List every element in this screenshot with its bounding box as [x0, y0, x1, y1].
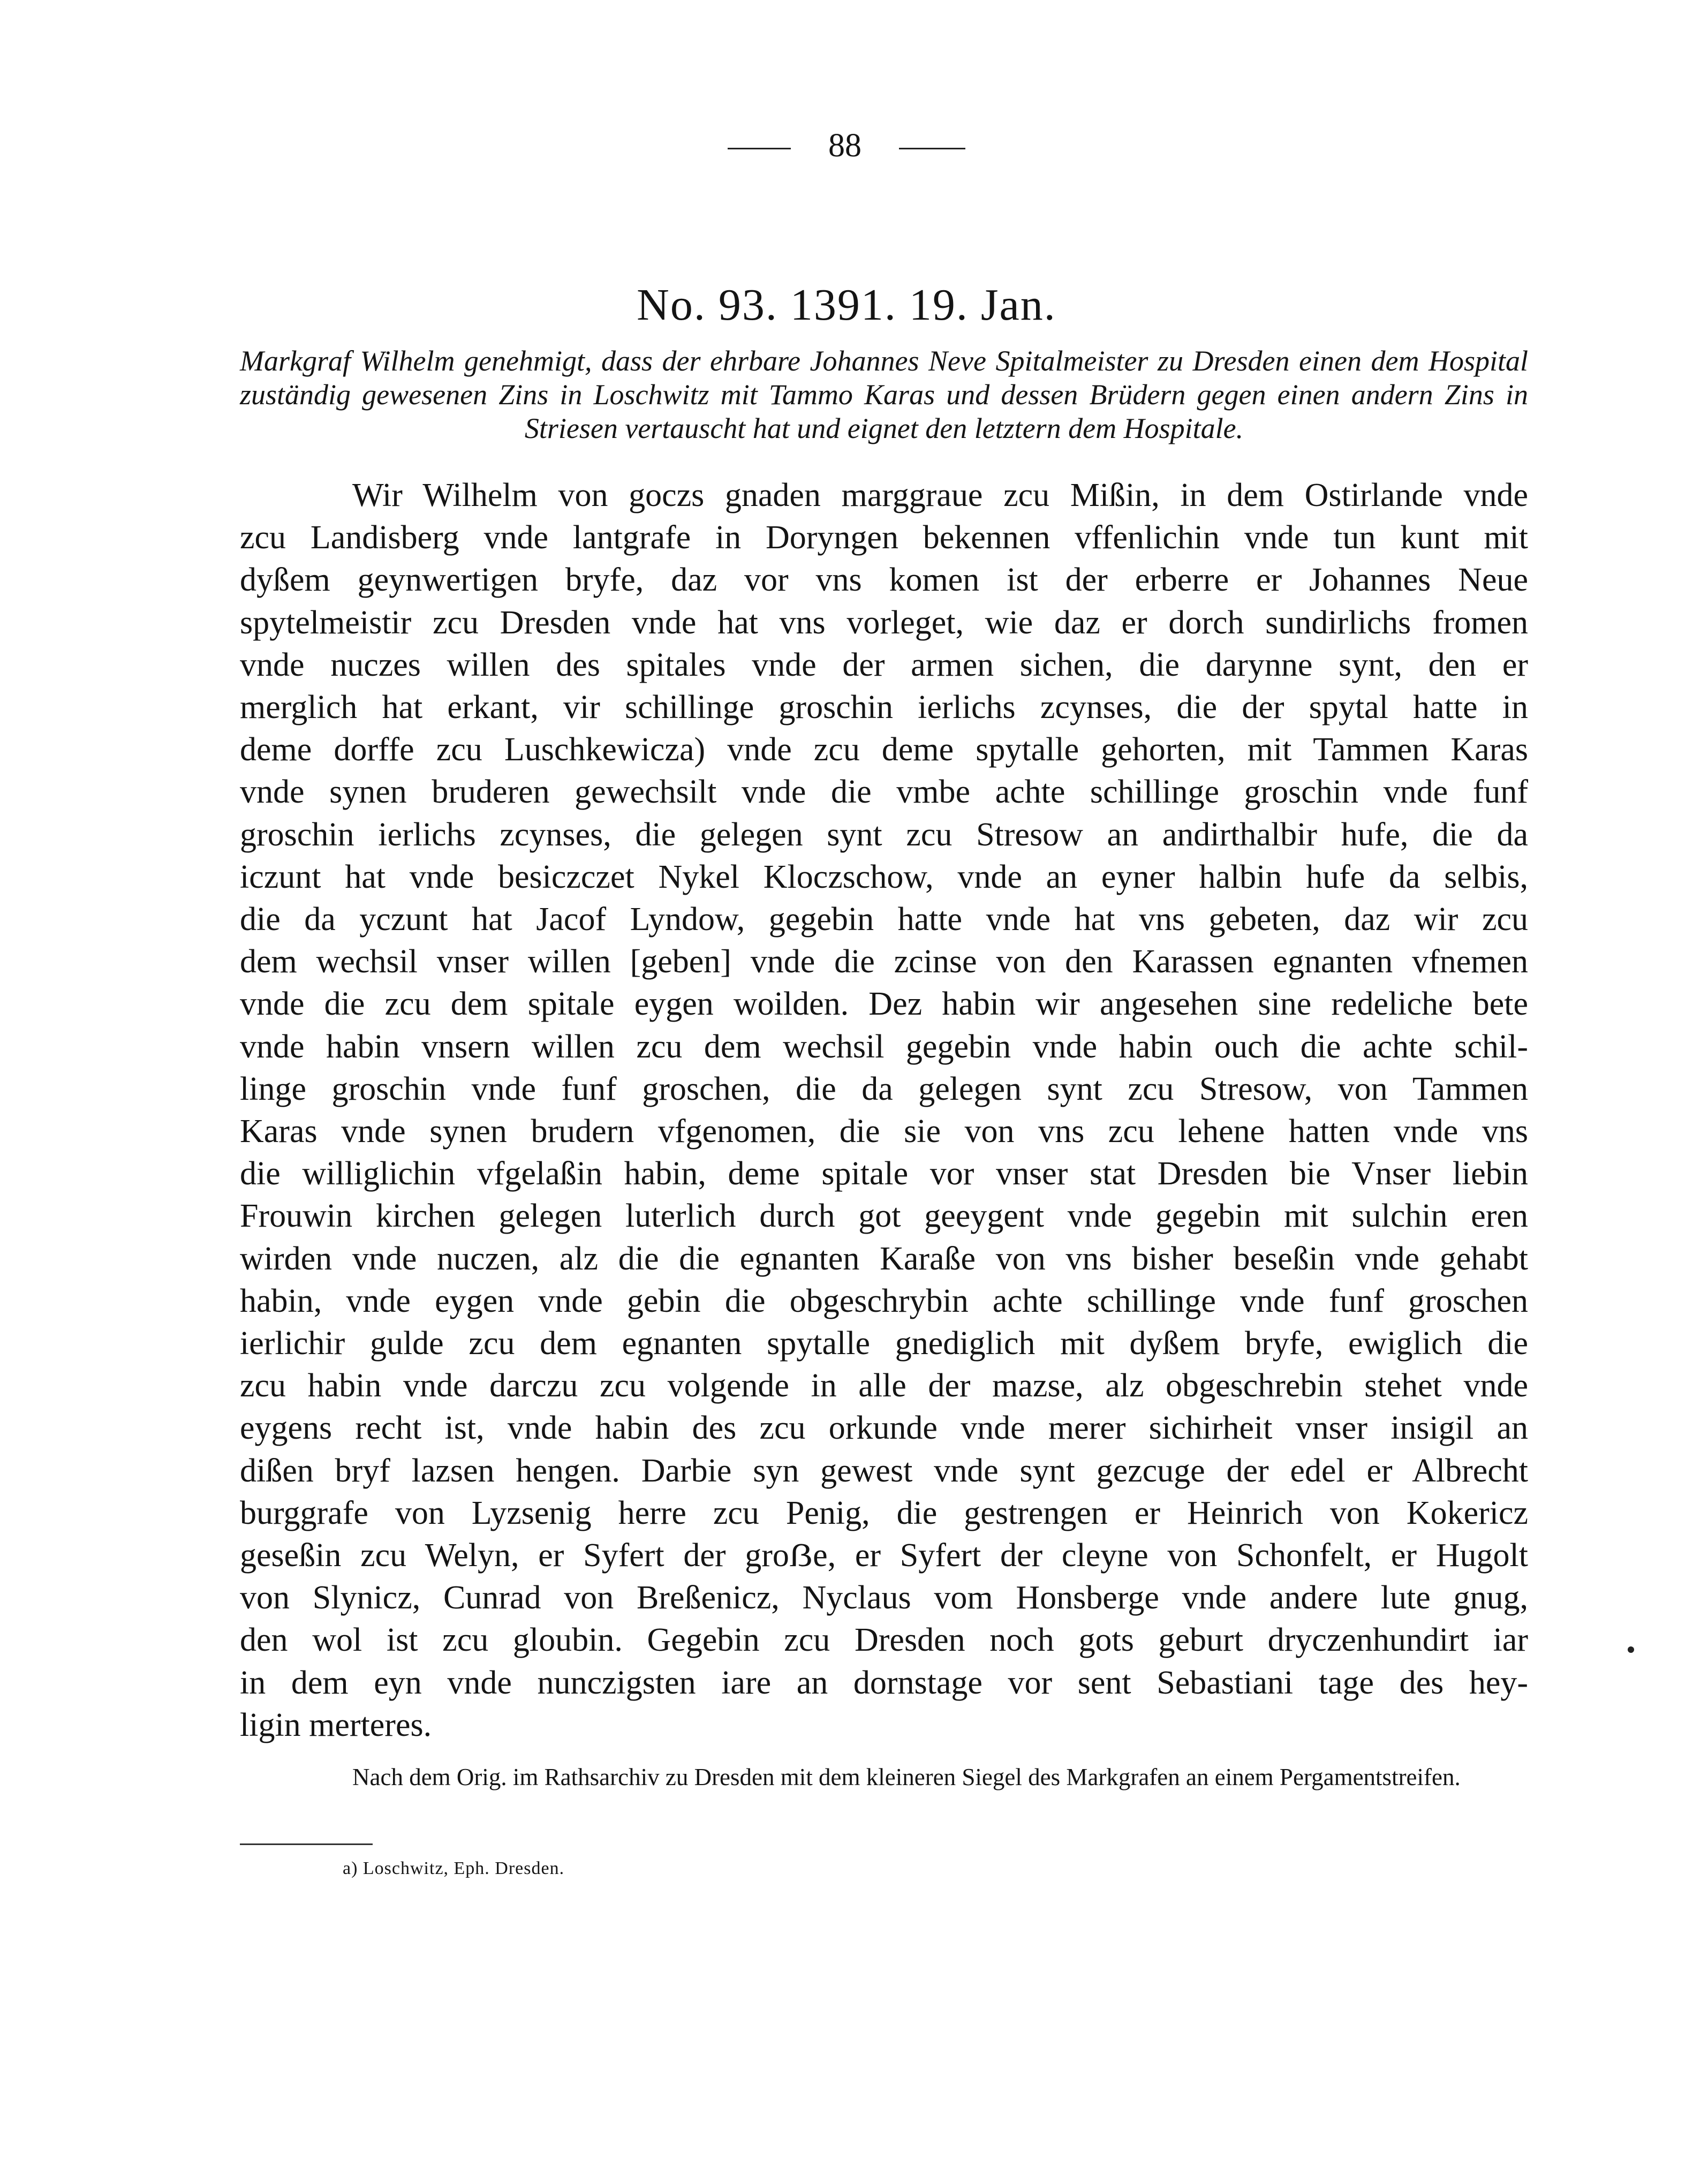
charter-line: die williglichin vfgelaßin habin, deme spitale vor vnser stat Dresden bie Vnser liebin — [240, 1155, 1528, 1192]
charter-line: merglich hat erkant, vir schillinge groschin ierlichs zcynses, die der spytal hatte in — [240, 689, 1528, 726]
charter-line: Wir Wilhelm von goczs gnaden marggraue zcu Mißin, in dem Ostirlande vnde — [352, 477, 1528, 513]
print-speck — [1628, 1646, 1634, 1653]
charter-line: vnde habin vnsern willen zcu dem wechsil gegebin vnde habin ouch die achte schil- — [240, 1028, 1528, 1065]
regest-summary: Markgraf Wilhelm genehmigt, dass der ehrbare Johannes Neve Spitalmeister zu Dresden einen dem Hospital zuständig gewesenen Zins in Loschwitz mit Tammo Karas und dessen Brüdern gegen einen andern Zins in Striesen vertauscht hat und eignet den letztern dem Hospitale. — [240, 345, 1528, 444]
charter-line: eygens recht ist, vnde habin des zcu orkunde vnde merer sichirheit vnser insigil an — [240, 1410, 1528, 1447]
charter-line: vnde die zcu dem spitale eygen woilden. Dez habin wir angesehen sine redeliche bete — [240, 986, 1528, 1023]
charter-line: vnde nuczes willen des spitales vnde der armen sichen, die darynne synt, den er — [240, 646, 1528, 683]
charter-line: dyßem geynwertigen bryfe, daz vor vns komen ist der erberre er Johannes Neue — [240, 562, 1528, 599]
charter-line: dißen bryf lazsen hengen. Darbie syn gewest vnde synt gezcuge der edel er Albrecht — [240, 1452, 1528, 1489]
charter-line: dem wechsil vnser willen [geben] vnde die zcinse von den Karassen egnanten vfnemen — [240, 943, 1528, 980]
document-number-date: No. 93. 1391. 19. Jan. — [637, 280, 1056, 330]
header-rule-left — [728, 148, 791, 149]
charter-line: in dem eyn vnde nunczigsten iare an dornstage vor sent Sebastiani tage des hey- — [240, 1664, 1528, 1701]
charter-line: deme dorffe zcu Luschkewicza) vnde zcu deme spytalle gehorten, mit Tammen Karas — [240, 731, 1528, 768]
source-note-text: Nach dem Orig. im Rathsarchiv zu Dresden mit dem kleineren Siegel des Markgrafen an einem Pergamentstreifen. — [352, 1764, 1461, 1790]
charter-line: ierlichir gulde zcu dem egnanten spytalle gnediglich mit dyßem bryfe, ewiglich die — [240, 1325, 1528, 1362]
footnote: a) Loschwitz, Eph. Dresden. — [343, 1858, 565, 1878]
charter-line: die da yczunt hat Jacof Lyndow, gegebin hatte vnde hat vns gebeten, daz wir zcu — [240, 901, 1528, 938]
charter-line: spytelmeistir zcu Dresden vnde hat vns vorleget, wie daz er dorch sundirlichs fromen — [240, 604, 1528, 641]
charter-line: Karas vnde synen brudern vfgenomen, die sie von vns zcu lehene hatten vnde vns — [240, 1113, 1528, 1150]
charter-line: iczunt hat vnde besiczczet Nykel Kloczschow, vnde an eyner halbin hufe da selbis, — [240, 858, 1528, 895]
charter-line: von Slynicz, Cunrad von Breßenicz, Nyclaus vom Honsberge vnde andere lute gnug, — [240, 1580, 1528, 1616]
page-header — [0, 124, 1693, 167]
page-number: 88 — [828, 127, 861, 164]
charter-line: Frouwin kirchen gelegen luterlich durch got geeygent vnde gegebin mit sulchin eren — [240, 1198, 1528, 1235]
charter-line: zcu Landisberg vnde lantgrafe in Doryngen bekennen vffenlichin vnde tun kunt mit — [240, 519, 1528, 556]
charter-line: linge groschin vnde funf groschen, die da gelegen synt zcu Stresow, von Tammen — [240, 1070, 1528, 1107]
charter-line: ligin merteres. — [240, 1706, 432, 1743]
charter-line: groschin ierlichs zcynses, die gelegen synt zcu Stresow an andirthalbir hufe, die da — [240, 816, 1528, 853]
charter-line: den wol ist zcu gloubin. Gegebin zcu Dresden noch gots geburt dryczenhundirt iar — [240, 1622, 1528, 1659]
charter-line: habin, vnde eygen vnde gebin die obgeschrybin achte schillinge vnde funf groschen — [240, 1282, 1528, 1319]
source-note — [240, 1762, 1528, 1793]
charter-line: wirden vnde nuczen, alz die die egnanten Karaße von vns bisher beseßin vnde gehabt — [240, 1240, 1528, 1277]
charter-text — [240, 474, 1528, 1747]
charter-line: burggrafe von Lyzsenig herre zcu Penig, die gestrengen er Heinrich von Kokericz — [240, 1494, 1528, 1531]
header-rule-right — [899, 148, 965, 149]
charter-line: geseßin zcu Welyn, er Syfert der groẞe, er Syfert der cleyne von Schonfelt, er Hugolt — [240, 1537, 1528, 1574]
footnote-rule — [240, 1843, 373, 1845]
charter-line: vnde synen bruderen gewechsilt vnde die vmbe achte schillinge groschin vnde funf — [240, 774, 1528, 811]
charter-line: zcu habin vnde darczu zcu volgende in alle der mazse, alz obgeschrebin stehet vnde — [240, 1367, 1528, 1404]
